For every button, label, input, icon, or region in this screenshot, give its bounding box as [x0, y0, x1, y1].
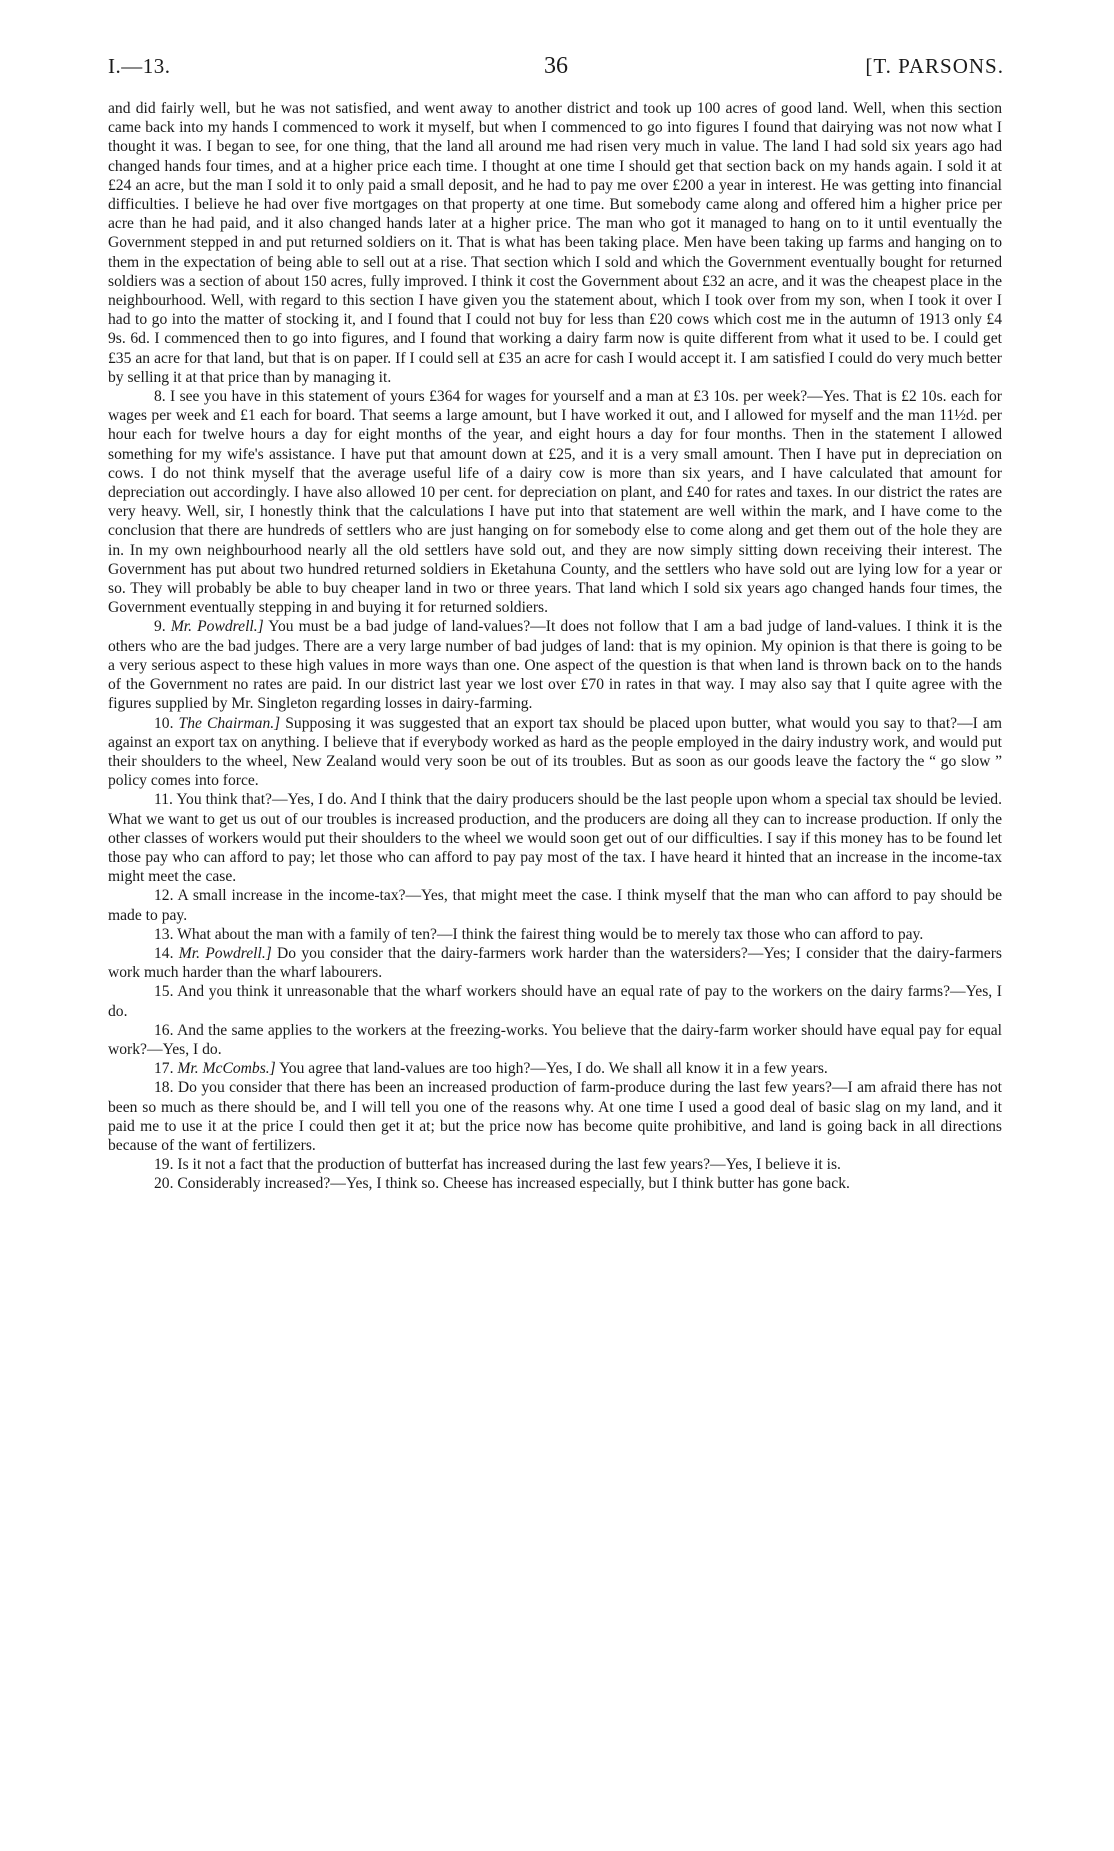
paragraph — [108, 982, 1002, 1020]
paragraph — [108, 790, 1002, 886]
paragraph — [108, 944, 1002, 982]
paragraph — [108, 925, 1002, 944]
speaker-name: Mr. Powdrell.] — [170, 618, 264, 636]
paragraph-text: 19. Is it not a fact that the production of butterfat has increased during the last few years?—Yes, I believe it is. — [154, 1156, 841, 1174]
paragraph-text: 15. And you think it unreasonable that the wharf workers should have an equal rate of pay to the workers on the dairy farms?—Yes, I do. — [108, 983, 1002, 1020]
witness-name: [T. PARSONS. — [865, 54, 1004, 78]
page-header — [108, 52, 1004, 92]
paragraph — [108, 1174, 1002, 1193]
paragraph-text: You must be a bad judge of land-values?—It does not follow that I am a bad judge of land-values. I think it is the others who are the bad judges. There are a very large number of bad judges of land: that is my opinion. My opinion is that there is going to be a very serious aspect to these high values in more ways than one. One aspect of the question is that when land is thrown back on to the hands of the Government no rates are paid. In our district last year we lost over £70 in rates in that way. I may also say that I quite agree with the figures supplied by Mr. Singleton regarding losses in dairy-farming. — [108, 618, 1002, 713]
paragraph-text: 12. A small increase in the income-tax?—Yes, that might meet the case. I think myself that the man who can afford to pay should be made to pay. — [108, 887, 1002, 924]
paragraph — [108, 1155, 1002, 1174]
paragraph-text: 8. I see you have in this statement of yours £364 for wages for yourself and a man at £3 10s. per week?—Yes. That is £2 10s. each for wages per week and £1 each for board. That seems a large amount, but I have worked it out, and I allowed for myself and the man 11½d. per hour each for twelve hours a day for eight months of the year, and eight hours a day for four months. Then in the statement I allowed something for my wife's assistance. I have put that amount down at £25, and it is a very small amount. Then I have put in depreciation on cows. I do not think myself that the average useful life of a dairy cow is more than six years, and I have calculated that amount for depreciation out accordingly. I have also allowed 10 per cent. for depreciation on plant, and £40 for rates and taxes. In our district the rates are very heavy. Well, sir, I honestly think that the calculations I have put into that statement are well within the mark, and I have come to the conclusion that there are hundreds of settlers who are just hanging on for somebody else to come along and get them out of the hole they are in. In my own neighbourhood nearly all the old settlers have sold out, and they are now simply sitting down receiving their interest. The Government has put about two hundred returned soldiers in Eketahuna County, and the settlers who have sold out are lying low for a year or so. They will probably be able to buy cheaper land in two or three years. That land which I sold six years ago changed hands four times, the Government eventually stepping in and buying it for returned soldiers. — [108, 388, 1002, 617]
paragraph — [108, 714, 1002, 791]
paragraph — [108, 1021, 1002, 1059]
paragraph-text: and did fairly well, but he was not satisfied, and went away to another district and took up 100 acres of good land. Well, when this section came back into my hands I commenced to work it myself, but when I commenced to go into figures I found that dairying was not now what I thought it was. I began to see, for one thing, that the land all around me had risen very much in value. The land I had sold six years ago had changed hands four times, and at a higher price each time. I thought at one time I should get that section back on my hands again. I sold it at £24 an acre, but the man I sold it to only paid a small deposit, and he had to pay me over £200 a year in interest. He was getting into financial difficulties. I believe he had over five mortgages on that property at one time. But somebody came along and offered him a higher price per acre than he had paid, and it also changed hands later at a higher price. The man who got it managed to hang on to it until eventually the Government stepped in and put returned soldiers on it. That is what has been taking place. Men have been taking up farms and hanging on to them in the expectation of being able to sell out at a rise. That section which I sold and which the Government eventually bought for returned soldiers was a section of about 150 acres, fully improved. I think it cost the Government about £32 an acre, and it was the cheapest place in the neighbourhood. Well, with regard to this section I have given you the statement about, which I took over from my son, when I took it over I had to go into the matter of stocking it, and I found that I could not buy for less than £20 cows which cost me in the autumn of 1913 only £4 9s. 6d. I commenced then to go into figures, and I found that working a dairy farm now is quite different from what it used to be. I could get £35 an acre for that land, but that is on paper. If I could sell at £35 an acre for cash I would accept it. I am satisfied I could do very much better by selling it at that price than by managing it. — [108, 100, 1002, 386]
body-text — [108, 99, 1002, 1194]
paragraph — [108, 99, 1002, 387]
paragraph — [108, 617, 1002, 713]
question-number: 14. — [154, 944, 174, 962]
paragraph — [108, 1078, 1002, 1155]
question-number: 17. — [154, 1060, 174, 1078]
question-number: 10. — [154, 714, 174, 732]
speaker-name: Mr. McCombs.] — [177, 1060, 276, 1078]
paragraph-text: 11. You think that?—Yes, I do. And I think that the dairy producers should be the last people upon whom a special tax should be levied. What we want to get us out of our troubles is increased production, and the producers are doing all they can to increase production. If only the other classes of workers would put their shoulders to the wheel we would soon get out of our difficulties. I say if this money has to be found let those pay who can afford to pay; let those who can afford to pay pay most of the tax. I have heard it hinted that an increase in the income-tax might meet the case. — [108, 791, 1003, 886]
speaker-name: Mr. Powdrell.] — [178, 944, 272, 962]
speaker-name: The Chairman.] — [178, 714, 281, 732]
paragraph-text: Do you consider that the dairy-farmers work harder than the watersiders?—Yes; I consider that the dairy-farmers work much harder than the wharf labourers. — [108, 944, 1002, 982]
document-reference: I.—13. — [108, 54, 171, 78]
paragraph — [108, 387, 1002, 617]
paragraph-text: You agree that land-values are too high?—Yes, I do. We shall all know it in a few years. — [279, 1060, 828, 1078]
question-number: 9. — [154, 618, 166, 636]
paragraph-text: 20. Considerably increased?—Yes, I think so. Cheese has increased especially, but I think butter has gone back. — [154, 1175, 850, 1193]
paragraph-text: Supposing it was suggested that an export tax should be placed upon butter, what would you say to that?—I am against an export tax on anything. I believe that if everybody worked as hard as the people employed in the dairy industry work, and would put their shoulders to the wheel, New Zealand would very soon be out of its troubles. But as soon as our goods leave the factory the “ go slow ” policy comes into force. — [108, 714, 1002, 790]
paragraph-text: 16. And the same applies to the workers at the freezing-works. You believe that the dairy-farm worker should have equal pay for equal work?—Yes, I do. — [108, 1021, 1002, 1058]
paragraph-text: 13. What about the man with a family of ten?—I think the fairest thing would be to merely tax those who can afford to pay. — [154, 925, 924, 943]
paragraph — [108, 1059, 1002, 1078]
page-number: 36 — [544, 53, 568, 79]
paragraph — [108, 886, 1002, 924]
paragraph-text: 18. Do you consider that there has been an increased production of farm-produce during the last few years?—I am afraid there has not been so much as there should be, and I will tell you one of the reasons why. At one time I used a good deal of basic slag on my land, and it paid me to use it at the price I could then get it at; but the price now has become quite prohibitive, and land is going back in all directions because of the want of fertilizers. — [108, 1079, 1002, 1154]
